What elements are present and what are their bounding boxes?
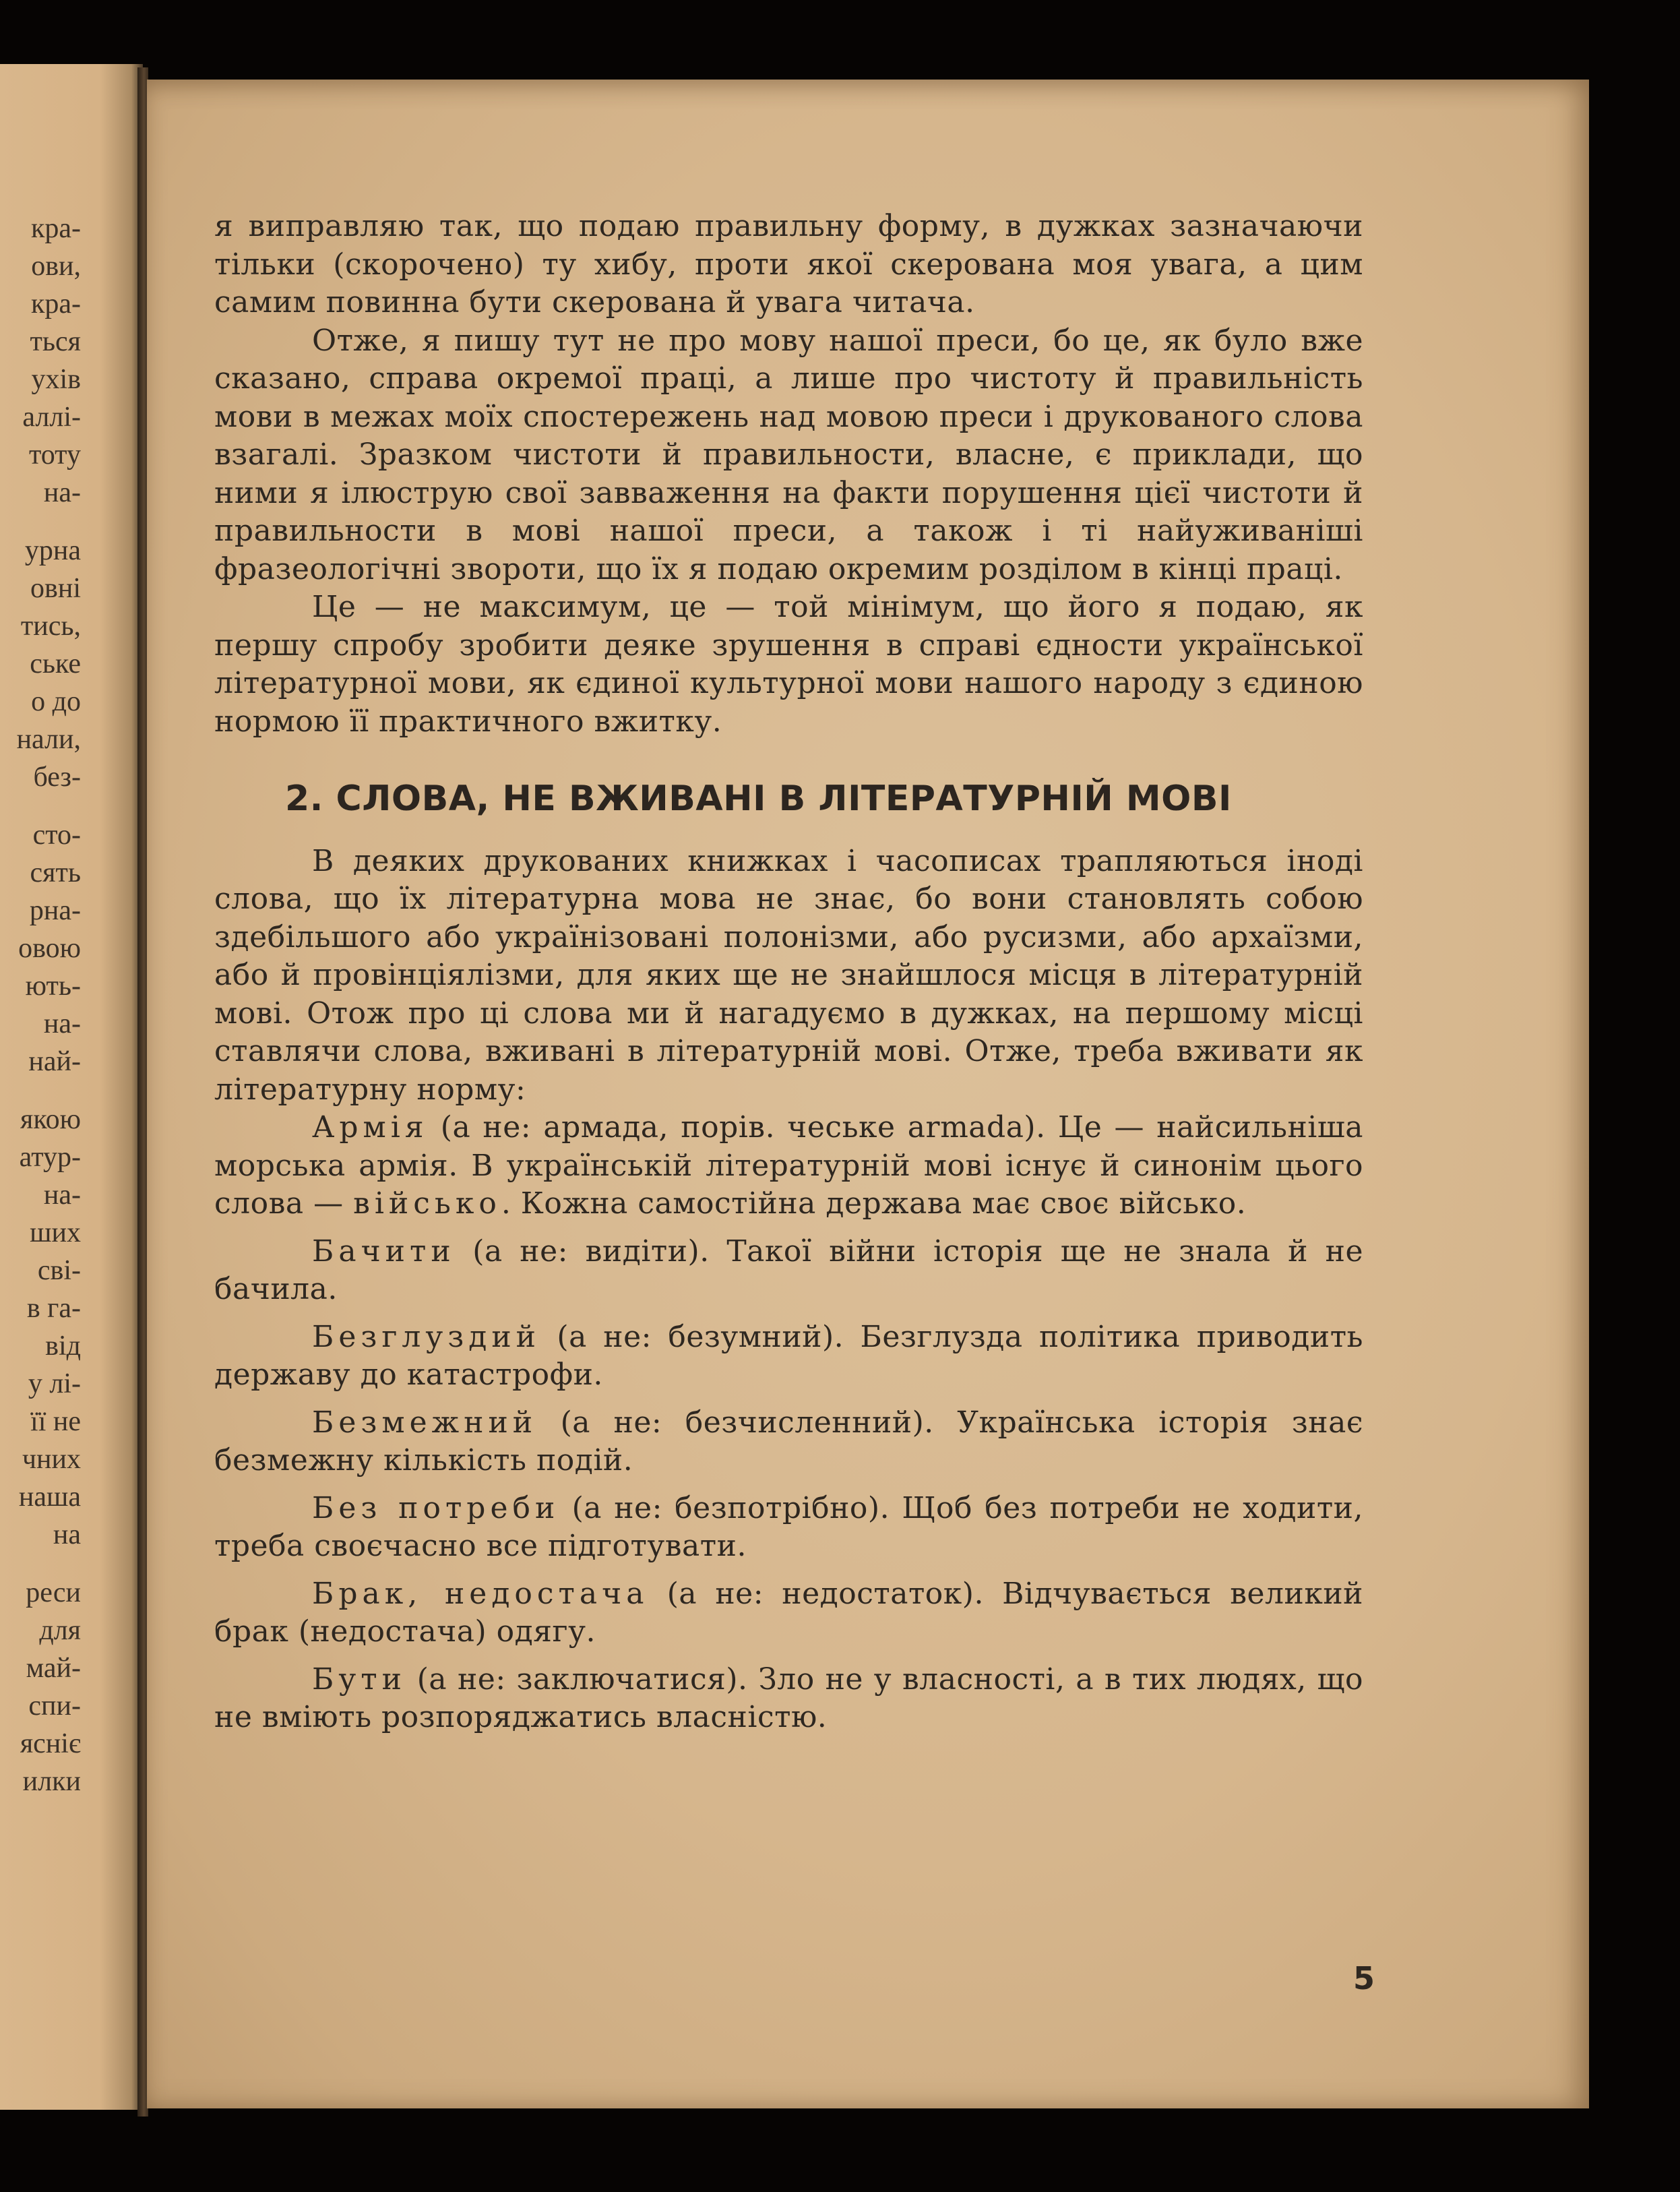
dictionary-entry — [214, 1661, 1363, 1737]
facing-page-line: спи- — [28, 1691, 81, 1722]
entry-text: (а не: заключатися). Зло не у власності, а в тих людях, що не вміють розпоряджатись власністю. — [214, 1662, 1363, 1734]
facing-page-line: реси — [26, 1577, 81, 1608]
facing-page-line: най- — [28, 1046, 81, 1077]
facing-page-line: у лі- — [28, 1368, 81, 1399]
entry-text: (а не: безчисленний). Українська історія знає безмежну кількість подій. — [214, 1405, 1363, 1478]
facing-page-line: ухів — [31, 364, 81, 395]
facing-page — [0, 64, 143, 2110]
entry-text: (а не: безпотрібно). Щоб без потреби не ходити, треба своєчасно все підготувати. — [214, 1490, 1363, 1563]
entry-term: Бачити — [312, 1234, 456, 1269]
entry-term: Безмежний — [312, 1405, 538, 1440]
dictionary-entry — [214, 1404, 1363, 1480]
facing-page-line: сять — [30, 857, 81, 888]
page — [147, 80, 1589, 2108]
facing-page-line: її не — [30, 1406, 81, 1437]
facing-page-line: для — [39, 1615, 81, 1646]
facing-page-line: на — [53, 1519, 81, 1550]
page-number: 5 — [1353, 1960, 1375, 1997]
dictionary-entry — [214, 1318, 1363, 1395]
paragraph: я виправляю так, що подаю правильну форму, в дужках зазначаючи тільки (скорочено) ту хибу, проти якої скерована моя увага, а цим самим повинна бути скерована й увага читача. — [214, 209, 1363, 319]
facing-page-line: сві- — [37, 1255, 81, 1286]
facing-page-line: ться — [30, 326, 81, 357]
entry-text: (а не: видіти). Такої війни історія ще не знала й не бачила. — [214, 1234, 1363, 1306]
entry-text: (а не: недостаток). Відчувається великий брак (недостача) одягу. — [214, 1576, 1363, 1649]
facing-page-line: без- — [33, 762, 81, 793]
facing-page-line: на- — [43, 477, 81, 508]
entry-term: Брак, недостача — [312, 1576, 649, 1611]
facing-page-line: ясніє — [20, 1728, 81, 1759]
entry-term: Безглуздий — [312, 1319, 541, 1354]
facing-page-line: май- — [26, 1653, 81, 1684]
entry-text: . Кожна самостійна держава має своє військо. — [501, 1186, 1247, 1221]
facing-page-line: аллі- — [22, 402, 81, 433]
facing-page-line: урна — [24, 535, 81, 566]
facing-page-line: чних — [22, 1444, 81, 1475]
entry-term: Армія — [312, 1110, 429, 1145]
facing-page-line: на- — [43, 1180, 81, 1211]
facing-page-line: ови, — [31, 251, 81, 282]
facing-page-line: атур- — [19, 1142, 81, 1173]
paragraph: В деяких друкованих книжках і часописах трапляються іноді слова, що їх літературна мова не знає, бо вони становлять собою здебільшого або українізовані полонізми, або русизми, або архаїзми, або й провінціялізми, для яких ще не знайшлося місця в літературній мові. Отож про ці слова ми й нагадуємо в дужках, на першому місці ставлячи слова, вживані в літературній мові. Отже, треба вживати як літературну норму: — [214, 843, 1363, 1107]
paragraph: Це — не максимум, це — той мінімум, що його я подаю, як першу спробу зробити деяке зрушення в справі єдности української літературної мови, як єдиної культурної мови нашого народу з єдиною нормою її практичного вжитку. — [214, 590, 1363, 739]
facing-page-line: ших — [30, 1217, 81, 1248]
dictionary-entry — [214, 1575, 1363, 1651]
facing-page-line: на- — [43, 1008, 81, 1039]
dictionary-entry — [214, 1109, 1363, 1223]
facing-page-line: овою — [18, 933, 81, 964]
facing-page-line: о до — [31, 686, 81, 717]
facing-page-line: кра- — [30, 288, 81, 319]
entry-term: Бути — [312, 1662, 406, 1697]
facing-page-line: кра- — [30, 213, 81, 244]
entry-term: військо — [353, 1186, 501, 1221]
section-heading: 2. СЛОВА, НЕ ВЖИВАНІ В ЛІТЕРАТУРНІЙ МОВІ — [285, 779, 1232, 819]
facing-page-line: овні — [30, 573, 81, 604]
facing-page-line: рна- — [29, 895, 81, 926]
facing-page-line: нали, — [16, 724, 81, 755]
entry-text: (а не: безумний). Безглузда політика приводить державу до катастрофи. — [214, 1319, 1363, 1392]
dictionary-entry — [214, 1233, 1363, 1309]
dictionary-entry — [214, 1490, 1363, 1566]
facing-page-line: в га- — [26, 1293, 81, 1324]
facing-page-line: тоту — [28, 439, 81, 470]
facing-page-line: якою — [20, 1104, 81, 1135]
facing-page-line: ське — [30, 648, 81, 679]
facing-page-line: наша — [18, 1482, 81, 1513]
entry-term: Без потреби — [312, 1490, 560, 1525]
page-text — [214, 208, 1363, 1737]
facing-page-line: илки — [22, 1766, 81, 1797]
facing-page-line: сто- — [32, 820, 81, 851]
entry-text: (а не: армада, порів. чеське armada). Це — найсильніша морська армія. В українській літературній мові існує й синонім цього слова — — [214, 1110, 1363, 1221]
paragraph: Отже, я пишу тут не про мову нашої преси, бо це, як було вже сказано, справа окремої праці, а лише про чистоту й правильність мови в межах моїх спостережень над мовою преси і друкованого слова взагалі. Зразком чистоти й правильности, власне, є приклади, що ними я ілюструю свої завваження на факти порушення цієї чистоти й правильности в мові нашої преси, а також і ті найуживаніші фразеологічні звороти, що їх я подаю окремим розділом в кінці праці. — [214, 323, 1363, 586]
facing-page-line: тись, — [20, 611, 81, 642]
facing-page-line: від — [45, 1331, 81, 1362]
dictionary-entries — [214, 1109, 1363, 1737]
facing-page-line: ють- — [25, 971, 81, 1002]
